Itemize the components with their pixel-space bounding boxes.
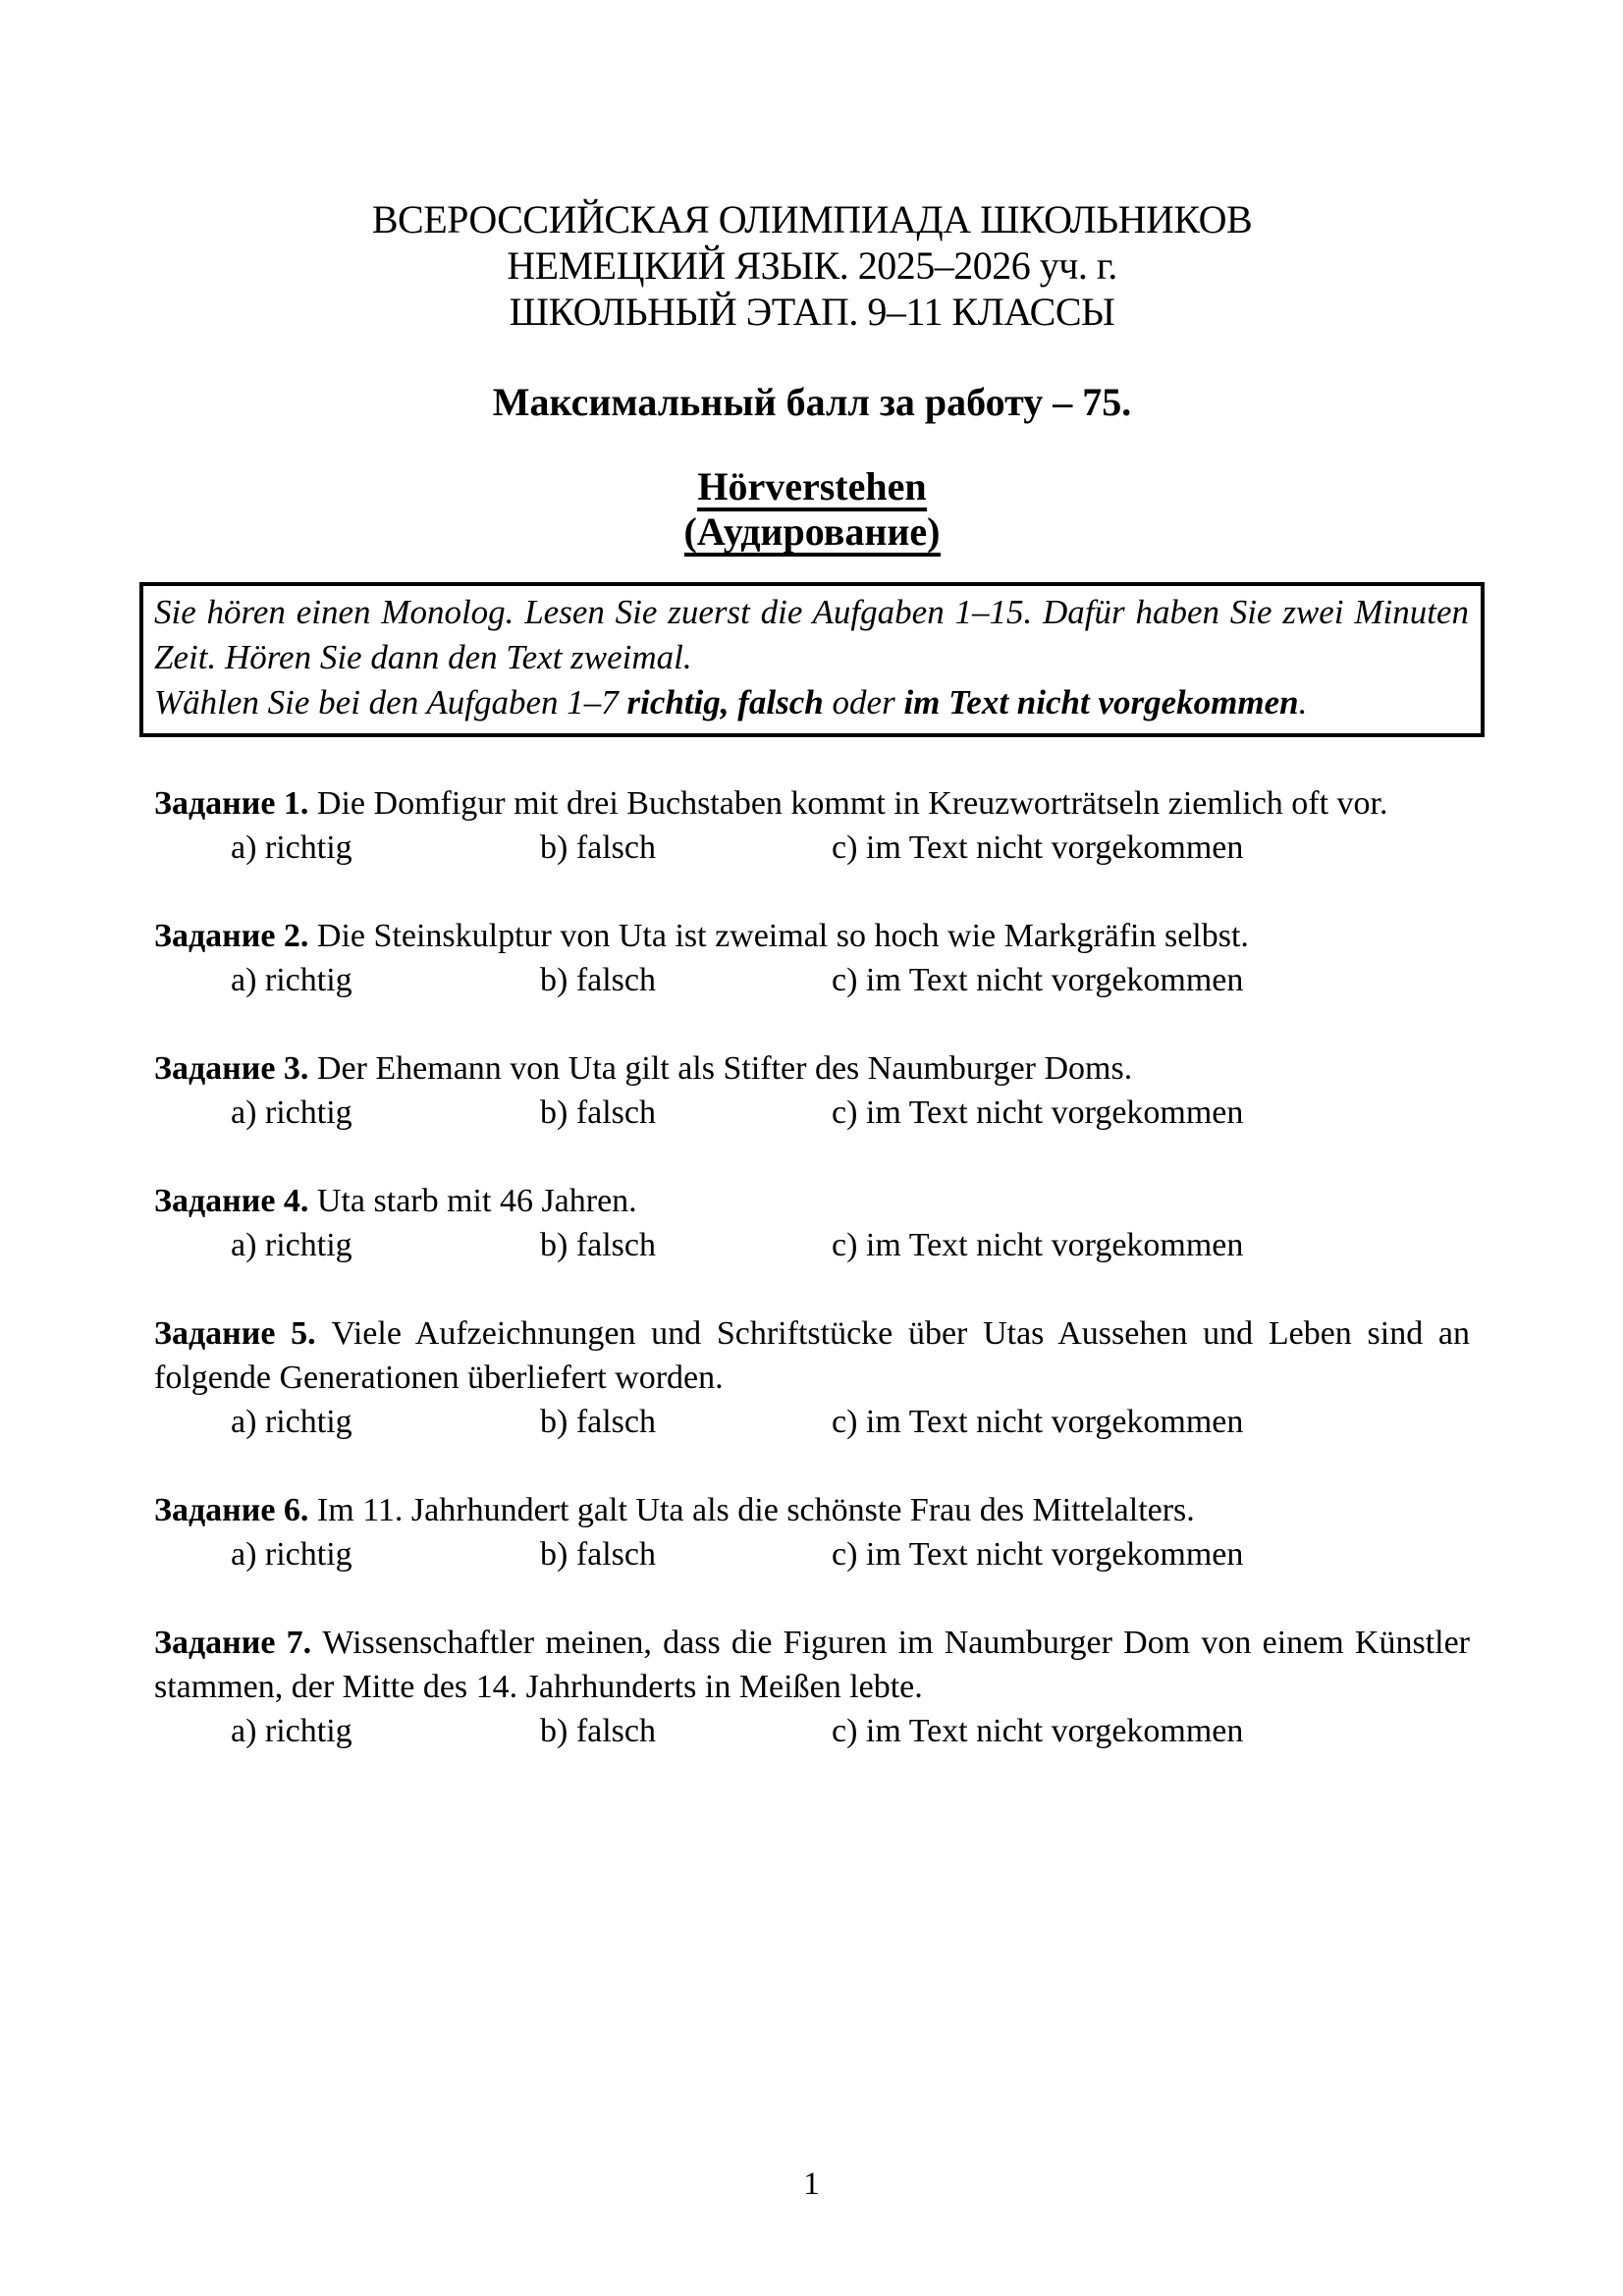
- task-3-options: [154, 1091, 1470, 1135]
- task-6-options: [154, 1532, 1470, 1576]
- task-7-text: [154, 1621, 1470, 1709]
- task-5-options: [154, 1400, 1470, 1444]
- task-1-option-c: c) im Text nicht vorgekommen: [832, 829, 1244, 866]
- max-score-line: Максимальный балл за работу – 75.: [492, 380, 1132, 424]
- task-3-option-a: a) richtig: [231, 1095, 352, 1131]
- document-content: [154, 0, 1470, 1753]
- instructions-p2-bold-nicht-vorgekommen: im Text nicht vorgekommen: [903, 683, 1299, 721]
- task-2: [154, 914, 1470, 1002]
- task-2-option-a: a) richtig: [231, 962, 352, 998]
- task-4: [154, 1179, 1470, 1267]
- document-header: [154, 196, 1470, 335]
- task-5: [154, 1311, 1470, 1444]
- page-number: 1: [803, 2166, 820, 2202]
- task-2-options: [154, 958, 1470, 1002]
- task-6-option-a: a) richtig: [231, 1536, 352, 1573]
- task-6: [154, 1488, 1470, 1576]
- section-titles: [154, 464, 1470, 555]
- section-title-russian: (Аудирование): [684, 512, 941, 557]
- task-6-text: [154, 1488, 1470, 1532]
- task-1-options: [154, 826, 1470, 870]
- instructions-box: [139, 582, 1485, 737]
- task-5-option-c: c) im Text nicht vorgekommen: [832, 1404, 1244, 1440]
- task-1-statement: Die Domfigur mit drei Buchstaben kommt in Kreuzworträtseln ziemlich oft vor.: [316, 785, 1388, 822]
- task-1-label: Задание 1.: [154, 785, 309, 822]
- task-6-label: Задание 6.: [154, 1492, 309, 1528]
- task-3-label: Задание 3.: [154, 1050, 309, 1087]
- section-title-german: Hörverstehen: [697, 467, 926, 511]
- instructions-p2-oder: oder: [823, 683, 904, 721]
- section-title-russian-line: [154, 509, 1470, 555]
- task-7-statement: Wissenschaftler meinen, dass die Figuren im Naumburger Dom von einem Künstler stammen, der Mitte des 14. Jahrhunderts in Meißen lebte.: [154, 1625, 1470, 1705]
- header-subject-line: НЕМЕЦКИЙ ЯЗЫК. 2025–2026 уч. г.: [507, 243, 1117, 288]
- task-7: [154, 1621, 1470, 1753]
- task-5-label: Задание 5.: [154, 1315, 316, 1352]
- task-3-option-b: b) falsch: [540, 1095, 657, 1131]
- instructions-p2-prefix: Wählen Sie bei den Aufgaben 1–7: [154, 683, 627, 721]
- task-1-option-a: a) richtig: [231, 829, 352, 866]
- task-2-statement: Die Steinskulptur von Uta ist zweimal so hoch wie Markgräfin selbst.: [316, 918, 1249, 954]
- task-1-text: [154, 781, 1470, 826]
- task-3-text: [154, 1046, 1470, 1091]
- task-5-option-b: b) falsch: [540, 1404, 657, 1440]
- task-3-statement: Der Ehemann von Uta gilt als Stifter des Naumburger Doms.: [316, 1050, 1133, 1087]
- task-4-label: Задание 4.: [154, 1183, 309, 1219]
- task-1-option-b: b) falsch: [540, 829, 657, 866]
- task-4-options: [154, 1223, 1470, 1267]
- instructions-paragraph-2: [154, 680, 1469, 725]
- task-6-option-b: b) falsch: [540, 1536, 657, 1573]
- task-5-text: [154, 1311, 1470, 1400]
- task-6-statement: Im 11. Jahrhundert galt Uta als die schönste Frau des Mittelalters.: [316, 1492, 1195, 1528]
- task-4-option-a: a) richtig: [231, 1227, 352, 1263]
- task-2-option-c: c) im Text nicht vorgekommen: [832, 962, 1244, 998]
- task-4-statement: Uta starb mit 46 Jahren.: [316, 1183, 637, 1219]
- task-7-options: [154, 1709, 1470, 1753]
- task-2-text: [154, 914, 1470, 958]
- task-5-option-a: a) richtig: [231, 1404, 352, 1440]
- task-7-option-c: c) im Text nicht vorgekommen: [832, 1713, 1244, 1749]
- task-5-statement: Viele Aufzeichnungen und Schriftstücke über Utas Aussehen und Leben sind an folgende Generationen überliefert worden.: [154, 1315, 1470, 1396]
- task-2-label: Задание 2.: [154, 918, 309, 954]
- task-4-text: [154, 1179, 1470, 1223]
- task-7-option-a: a) richtig: [231, 1713, 352, 1749]
- header-olympiad-line: ВСЕРОССИЙСКАЯ ОЛИМПИАДА ШКОЛЬНИКОВ: [371, 197, 1253, 241]
- task-6-option-c: c) im Text nicht vorgekommen: [832, 1536, 1244, 1573]
- task-2-option-b: b) falsch: [540, 962, 657, 998]
- task-3: [154, 1046, 1470, 1135]
- task-4-option-c: c) im Text nicht vorgekommen: [832, 1227, 1244, 1263]
- task-1: [154, 781, 1470, 870]
- instructions-p2-period: .: [1298, 683, 1308, 721]
- instructions-paragraph-1: Sie hören einen Monolog. Lesen Sie zuerst die Aufgaben 1–15. Dafür haben Sie zwei Minuten Zeit. Hören Sie dann den Text zweimal.: [154, 593, 1469, 676]
- instructions-p2-bold-richtig-falsch: richtig, falsch: [626, 683, 824, 721]
- header-stage-line: ШКОЛЬНЫЙ ЭТАП. 9–11 КЛАССЫ: [509, 290, 1115, 334]
- section-title-german-line: [154, 464, 1470, 509]
- task-7-option-b: b) falsch: [540, 1713, 657, 1749]
- task-4-option-b: b) falsch: [540, 1227, 657, 1263]
- task-7-label: Задание 7.: [154, 1625, 312, 1661]
- task-3-option-c: c) im Text nicht vorgekommen: [832, 1095, 1244, 1131]
